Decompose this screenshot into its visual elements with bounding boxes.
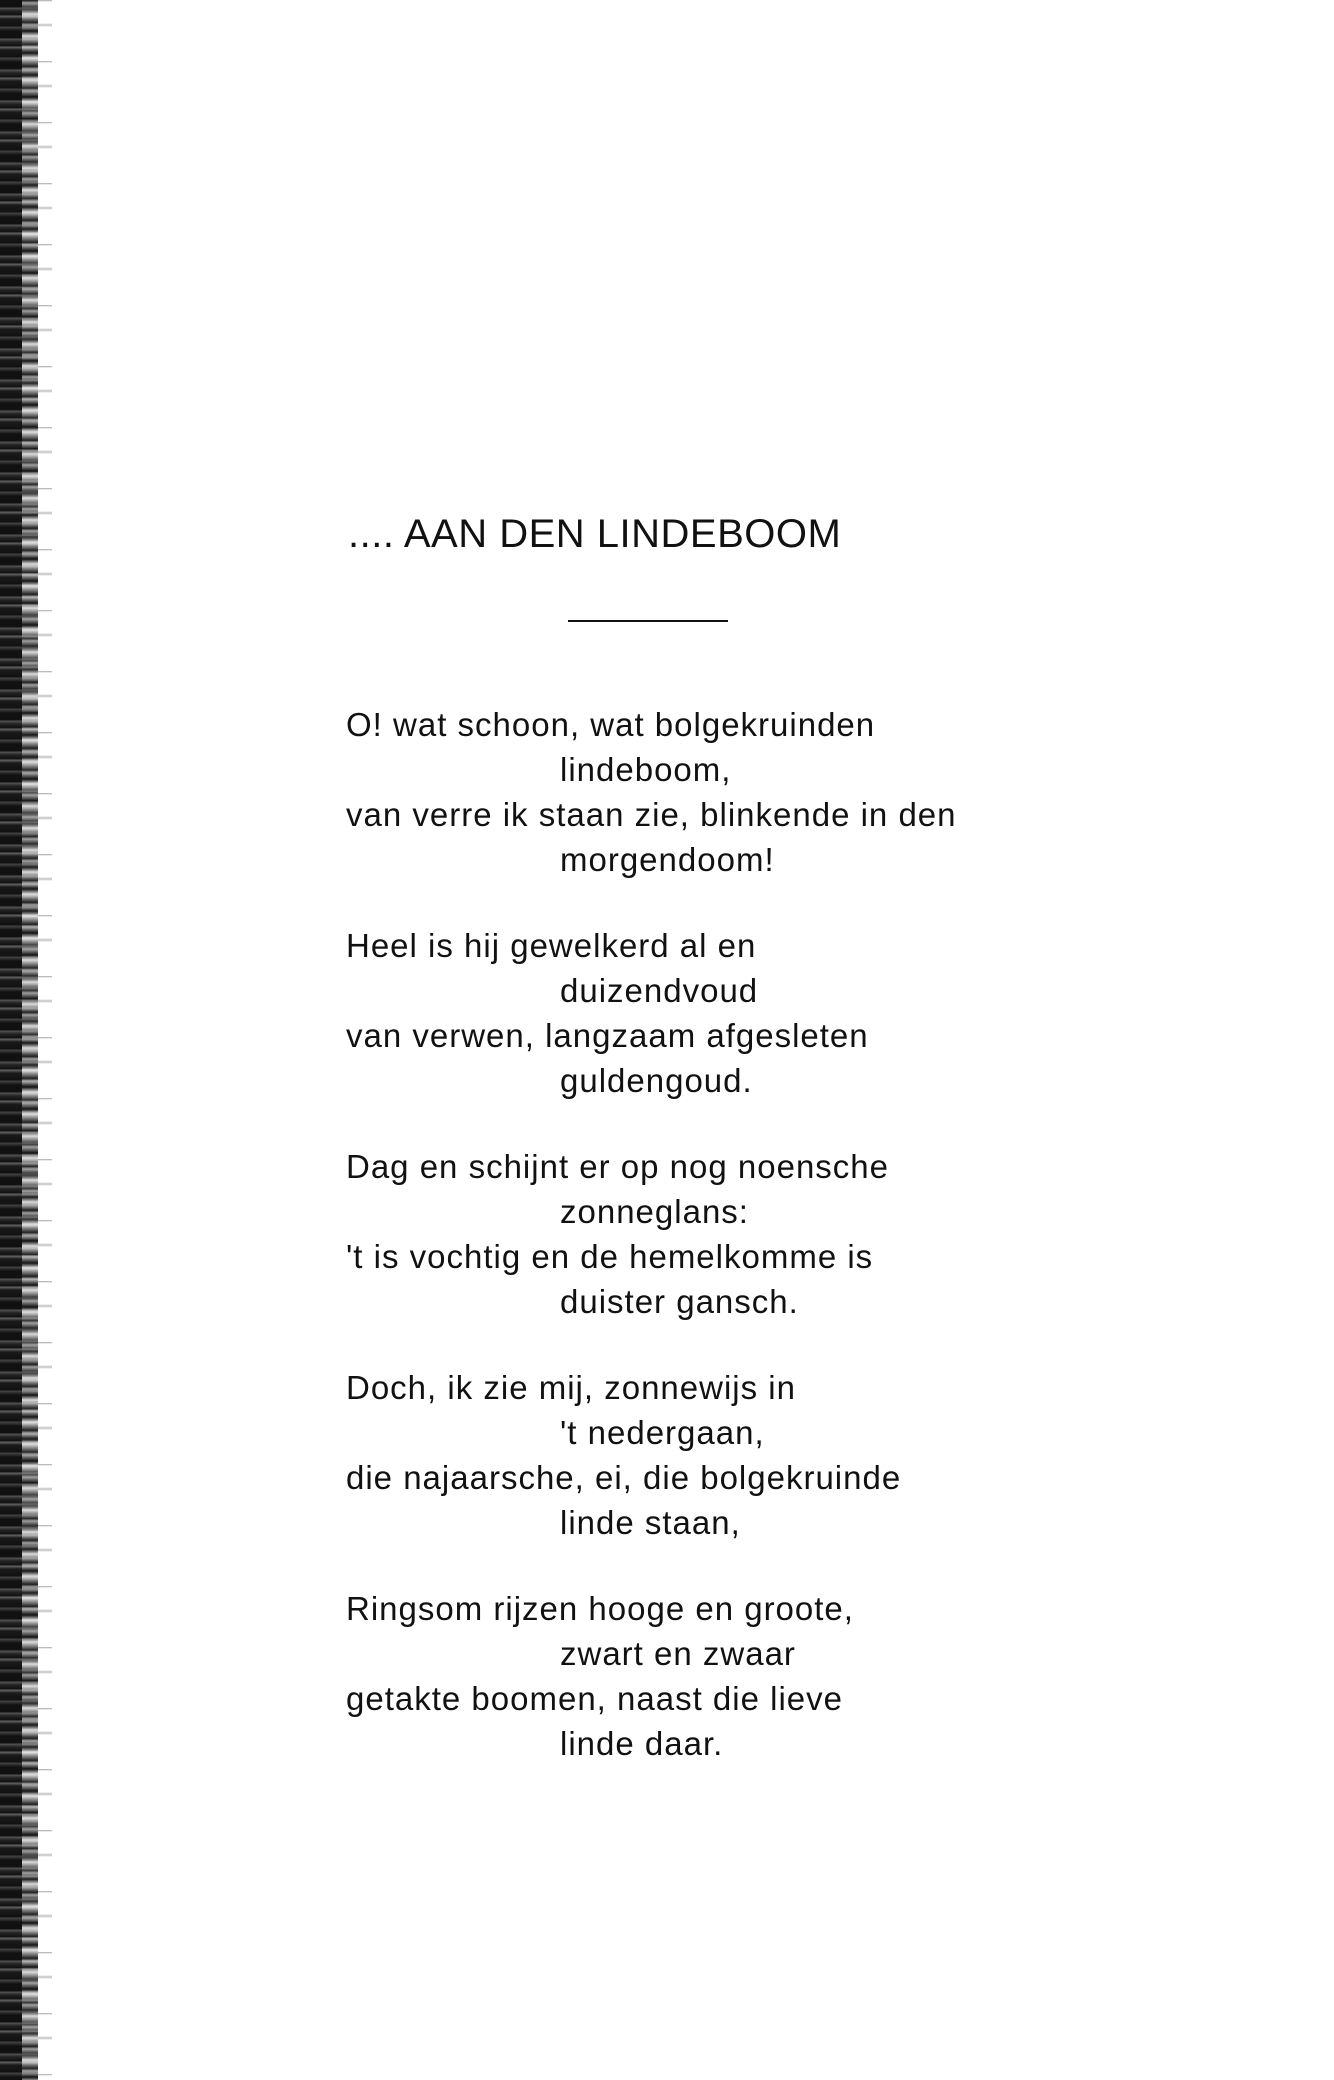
stanza [346, 1365, 1106, 1545]
scan-noise [38, 0, 52, 2080]
poem-line: die najaarsche, ei, die bolgekruinde [346, 1459, 902, 1496]
poem-line: zwart en zwaar [560, 1635, 796, 1672]
poem-line: zonneglans: [560, 1193, 749, 1230]
poem-line: van verre ik staan zie, blinkende in den [346, 796, 957, 833]
stanza [346, 702, 1106, 882]
poem-line: Dag en schijnt er op nog noensche [346, 1148, 890, 1185]
book-binding-edge [0, 0, 38, 2080]
poem-line: 't is vochtig en de hemelkomme is [346, 1238, 874, 1275]
poem-line: getakte boomen, naast die lieve [346, 1680, 843, 1717]
poem-line: lindeboom, [560, 751, 732, 788]
stanza [346, 1144, 1106, 1324]
poem-line: Heel is hij gewelkerd al en [346, 927, 757, 964]
poem-line: Ringsom rijzen hooge en groote, [346, 1590, 854, 1627]
poem-line: linde staan, [560, 1504, 741, 1541]
poem-line: van verwen, langzaam afgesleten [346, 1017, 869, 1054]
poem-line: O! wat schoon, wat bolgekruinden [346, 706, 876, 743]
poem-line: morgendoom! [560, 841, 775, 878]
poem-body [346, 702, 1106, 1807]
poem-line: Doch, ik zie mij, zonnewijs in [346, 1369, 796, 1406]
poem-line: guldengoud. [560, 1062, 753, 1099]
poem-title: .... AAN DEN LINDEBOOM [348, 512, 842, 556]
poem-line: duizendvoud [560, 972, 759, 1009]
poem-line: duister gansch. [560, 1283, 799, 1320]
stanza [346, 923, 1106, 1103]
poem-line: linde daar. [560, 1725, 724, 1762]
title-divider [568, 620, 728, 622]
stanza [346, 1586, 1106, 1766]
poem-line: 't nedergaan, [560, 1414, 765, 1451]
